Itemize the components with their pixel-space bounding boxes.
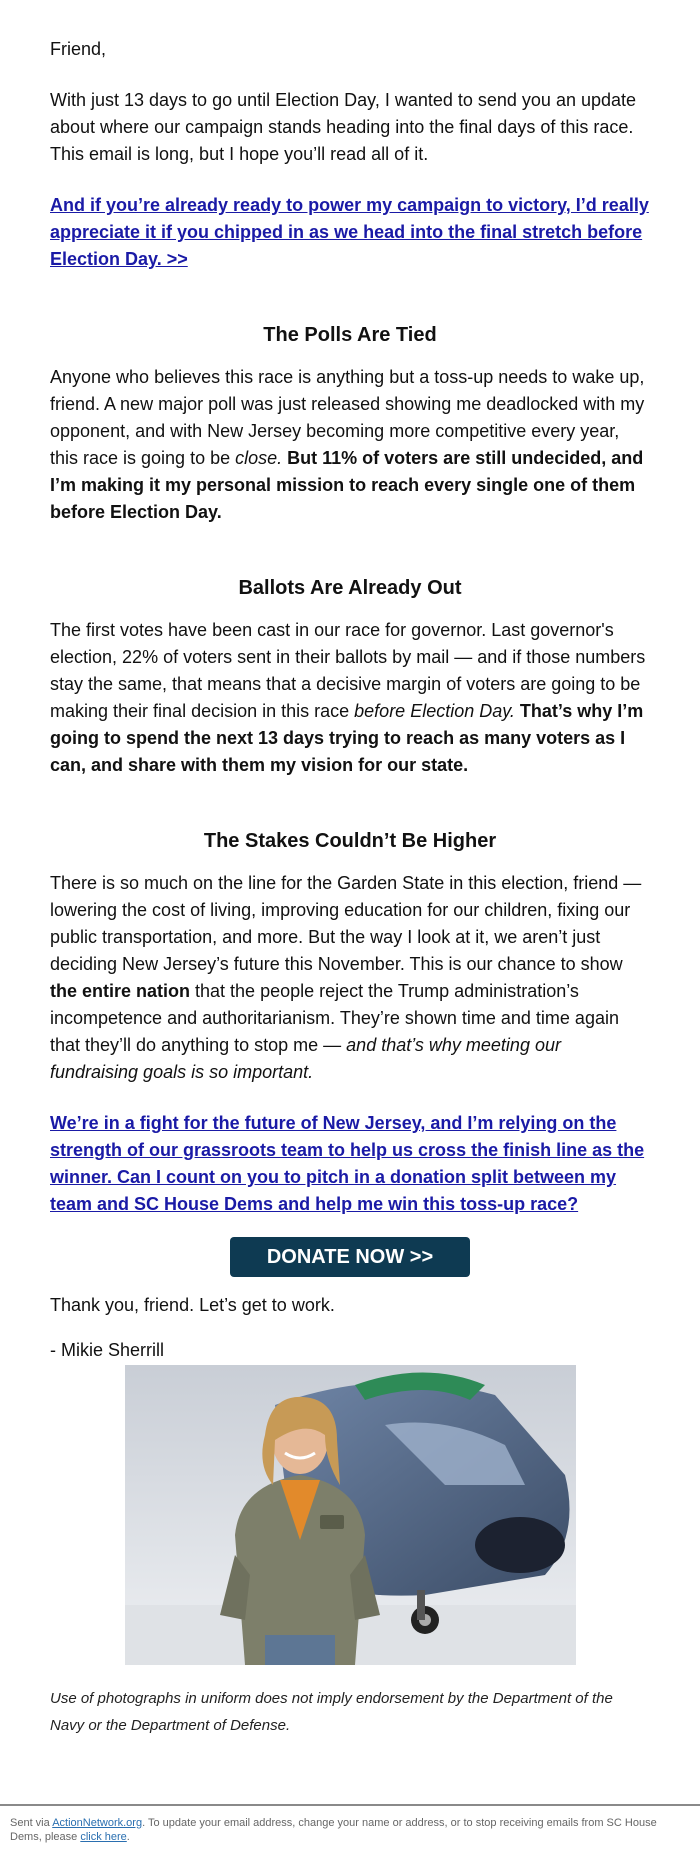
heading-stakes: The Stakes Couldn’t Be Higher: [203, 830, 497, 852]
stakes-text-cont: that the people reject the Trump administration’s incompetence and authoritarianism. They’re shown time and time again that they’ll do anything to stop me —: [50, 981, 619, 1055]
footer-middle: . To update your email address, change your name or address, or to stop receiving emails from SC House Dems, please: [10, 1817, 657, 1843]
ballots-text-bold: That’s why I’m going to spend the next 13 days trying to reach as many voters as I can, and share with them my vision for our state.: [50, 701, 644, 775]
heading-ballots-out: Ballots Are Already Out: [238, 577, 462, 599]
ballots-paragraph: [50, 617, 650, 779]
photo-disclaimer: Use of photographs in uniform does not imply endorsement by the Department of the Navy or the Department of Defense.: [50, 1690, 613, 1734]
stakes-text-italic: and that’s why meeting our fundraising goals is so important.: [50, 1035, 561, 1082]
donate-link-top[interactable]: And if you’re already ready to power my campaign to victory, I’d really appreciate it if you chipped in as we head into the final stretch before Election Day. >>: [50, 195, 649, 269]
ballots-text: The first votes have been cast in our race for governor. Last governor's election, 22% of voters sent in their ballots by mail — and if those numbers stay the same, that means that a decisive margin of voters are going to be making their final decision in this race: [50, 620, 646, 721]
stakes-text-bold: the entire nation: [50, 981, 191, 1001]
greeting: Friend,: [50, 39, 107, 59]
actionnetwork-link[interactable]: ActionNetwork.org: [52, 1817, 143, 1829]
footer-text: [10, 1816, 690, 1844]
footer-prefix: Sent via: [10, 1817, 53, 1829]
polls-text-bold: But 11% of voters are still undecided, and I’m making it my personal mission to reach every single one of them before Election Day.: [50, 448, 644, 522]
donate-link-bottom[interactable]: We’re in a fight for the future of New Jersey, and I’m relying on the strength of our grassroots team to help us cross the finish line as the winner. Can I count on you to pitch in a donation split between my team and SC House Dems and help me win this toss-up race?: [50, 1113, 645, 1214]
ballots-text-italic: before Election Day.: [354, 701, 515, 721]
footer-divider: [0, 1804, 700, 1806]
signature: - Mikie Sherrill: [50, 1340, 165, 1360]
email-body: [50, 36, 650, 1388]
footer-suffix: .: [126, 1831, 130, 1843]
intro-paragraph: With just 13 days to go until Election Day, I wanted to send you an update about where our campaign stands heading into the final days of this race. This email is long, but I hope you’ll read all of it.: [50, 90, 637, 164]
candidate-photo: [125, 1365, 576, 1665]
unsubscribe-link[interactable]: click here: [80, 1831, 127, 1843]
stakes-paragraph: [50, 870, 650, 1086]
polls-text-italic: close.: [235, 448, 283, 468]
donate-now-button[interactable]: DONATE NOW >>: [230, 1237, 470, 1277]
polls-text: Anyone who believes this race is anything but a toss-up needs to wake up, friend. A new major poll was just released showing me deadlocked with my opponent, and with New Jersey becoming more competitive every year, this race is going to be: [50, 367, 645, 468]
closing-line: Thank you, friend. Let’s get to work.: [50, 1295, 335, 1315]
candidate-photo-illustration: [125, 1365, 576, 1665]
polls-paragraph: [50, 364, 650, 526]
stakes-text: There is so much on the line for the Garden State in this election, friend — lowering the cost of living, improving education for our children, fixing our public transportation, and more. But the way I look at it, we aren’t just deciding New Jersey’s future this November. This is our chance to show: [50, 873, 642, 974]
heading-polls-tied: The Polls Are Tied: [263, 324, 437, 346]
